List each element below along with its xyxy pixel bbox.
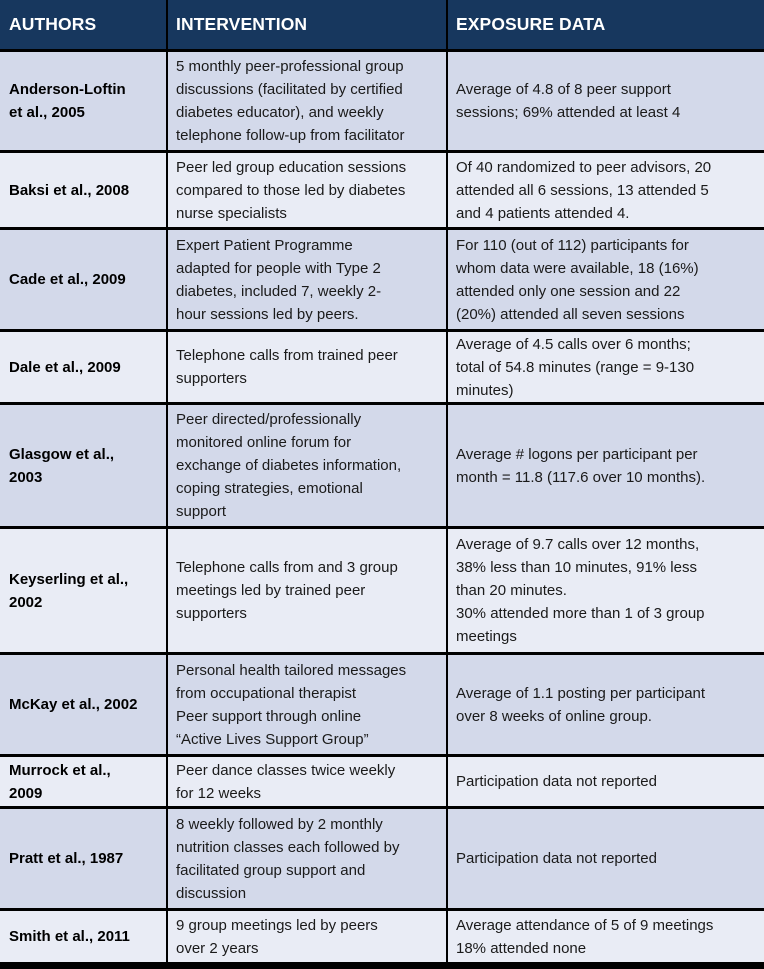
- intervention-cell: Telephone calls from and 3 group meetings led by trained peer supporters: [168, 529, 446, 652]
- table-row: [0, 230, 764, 329]
- table-row: [0, 153, 764, 227]
- header-exposure-data: EXPOSURE DATA: [448, 0, 764, 49]
- table-header-row: [0, 0, 764, 49]
- intervention-cell: Peer directed/professionally monitored online forum for exchange of diabetes information, coping strategies, emotional support: [168, 405, 446, 526]
- exposure-cell: Average attendance of 5 of 9 meetings 18% attended none: [448, 911, 764, 962]
- exposure-cell: Participation data not reported: [448, 757, 764, 806]
- exposure-cell: Average of 1.1 posting per participant over 8 weeks of online group.: [448, 655, 764, 754]
- header-authors: AUTHORS: [0, 0, 166, 49]
- intervention-cell: Telephone calls from trained peer supporters: [168, 332, 446, 402]
- intervention-cell: 8 weekly followed by 2 monthly nutrition classes each followed by facilitated group support and discussion: [168, 809, 446, 908]
- exposure-cell: Average # logons per participant per month = 11.8 (117.6 over 10 months).: [448, 405, 764, 526]
- author-cell: Pratt et al., 1987: [0, 809, 166, 908]
- author-cell: McKay et al., 2002: [0, 655, 166, 754]
- exposure-cell: Average of 9.7 calls over 12 months, 38% less than 10 minutes, 91% less than 20 minutes. 30% attended more than 1 of 3 group meetings: [448, 529, 764, 652]
- header-intervention: INTERVENTION: [168, 0, 446, 49]
- author-cell: Baksi et al., 2008: [0, 153, 166, 227]
- intervention-cell: Peer led group education sessions compared to those led by diabetes nurse specialists: [168, 153, 446, 227]
- table-row: [0, 332, 764, 402]
- author-cell: Anderson-Loftin et al., 2005: [0, 52, 166, 150]
- author-cell: Murrock et al., 2009: [0, 757, 166, 806]
- table-row: [0, 52, 764, 150]
- intervention-cell: 9 group meetings led by peers over 2 years: [168, 911, 446, 962]
- table-row: [0, 911, 764, 962]
- table-row: [0, 809, 764, 908]
- exposure-cell: Average of 4.5 calls over 6 months; total of 54.8 minutes (range = 9-130 minutes): [448, 332, 764, 402]
- author-cell: Dale et al., 2009: [0, 332, 166, 402]
- exposure-cell: Participation data not reported: [448, 809, 764, 908]
- intervention-cell: 5 monthly peer-professional group discussions (facilitated by certified diabetes educator), and weekly telephone follow-up from facilitator: [168, 52, 446, 150]
- intervention-cell: Expert Patient Programme adapted for people with Type 2 diabetes, included 7, weekly 2- hour sessions led by peers.: [168, 230, 446, 329]
- author-cell: Smith et al., 2011: [0, 911, 166, 962]
- table-row: [0, 405, 764, 526]
- intervention-cell: Personal health tailored messages from occupational therapist Peer support through online “Active Lives Support Group”: [168, 655, 446, 754]
- author-cell: Keyserling et al., 2002: [0, 529, 166, 652]
- table-row: [0, 655, 764, 754]
- exposure-cell: For 110 (out of 112) participants for whom data were available, 18 (16%) attended only one session and 22 (20%) attended all seven sessions: [448, 230, 764, 329]
- author-cell: Glasgow et al., 2003: [0, 405, 166, 526]
- exposure-cell: Of 40 randomized to peer advisors, 20 attended all 6 sessions, 13 attended 5 and 4 patients attended 4.: [448, 153, 764, 227]
- author-cell: Cade et al., 2009: [0, 230, 166, 329]
- table-row: [0, 529, 764, 652]
- exposure-cell: Average of 4.8 of 8 peer support sessions; 69% attended at least 4: [448, 52, 764, 150]
- intervention-cell: Peer dance classes twice weekly for 12 weeks: [168, 757, 446, 806]
- table-row: [0, 757, 764, 806]
